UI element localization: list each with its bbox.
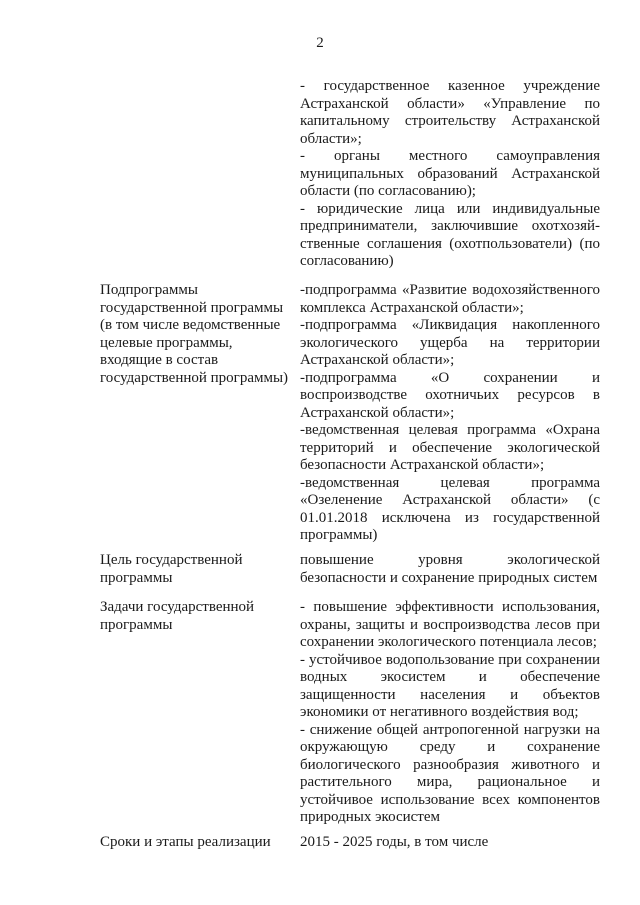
goal-text [300, 552, 600, 587]
label-line: входящие в состав [100, 352, 219, 368]
text-line: безопасности и сохранение природных систем [300, 569, 598, 586]
text-line: комплекса Астраханской области»; [300, 299, 524, 316]
text-line: охраны, защиты и воспроизводства лесов при [300, 616, 600, 633]
text-line: сохранении экологического потенциала лесов; [300, 634, 597, 650]
text-line: предприниматели, заключившие охотхозяй- [300, 218, 600, 234]
text-line: -подпрограмма «О сохранении и [300, 369, 600, 386]
tasks-label [100, 599, 296, 634]
text-line: «Озеленение Астраханской области» (с [300, 492, 600, 508]
text-line: защищенности населения и объектов [300, 686, 600, 703]
text-line: 01.01.2018 исключена из государственной [300, 509, 600, 526]
text-line: капитальному строительству Астраханской [300, 113, 600, 129]
text-line: воспроизводстве охотничьих ресурсов в [300, 387, 600, 403]
text-line: растительного мира, рациональное и [300, 774, 600, 790]
page-number: 2 [316, 35, 324, 51]
text-line: муниципальных образований Астраханской [300, 165, 600, 182]
text-line: - органы местного самоуправления [300, 148, 600, 164]
text-line: согласованию) [300, 253, 394, 269]
text-line: -подпрограмма «Развитие водохозяйственного [300, 282, 600, 298]
terms-label [100, 834, 296, 852]
terms-text [300, 834, 600, 852]
text-line: - снижение общей антропогенной нагрузки на [300, 721, 600, 738]
text-line: водных экосистем и обеспечение [300, 669, 600, 685]
text-line: - устойчивое водопользование при сохранении [300, 651, 600, 668]
text-line: экономики от негативного воздействия вод; [300, 704, 579, 720]
text-line: -ведомственная целевая программа [300, 474, 600, 491]
label-line: программы [100, 569, 173, 586]
text-line: программы) [300, 527, 378, 543]
text-line: ственные соглашения (охотпользователи) (по [300, 235, 600, 252]
text-line: -ведомственная целевая программа «Охрана [300, 422, 600, 438]
text-line: 2015 - 2025 годы, в том числе [300, 834, 489, 850]
text-line: повышение уровня экологической [300, 552, 600, 568]
text-line: области»; [300, 130, 362, 147]
label-line: (в том числе ведомственные [100, 317, 281, 333]
label-line: программы [100, 616, 173, 633]
label-line: Цель государственной [100, 552, 243, 568]
text-line: области (по согласованию); [300, 183, 476, 199]
text-line: безопасности Астраханской области»; [300, 457, 545, 473]
text-line: - государственное казенное учреждение [300, 78, 600, 94]
subprograms-text [300, 282, 600, 545]
label-line: государственной программы [100, 299, 284, 316]
text-line: окружающую среду и сохранение [300, 739, 600, 755]
responsible-executors-text [300, 78, 600, 271]
text-line: -подпрограмма «Ликвидация накопленного [300, 317, 600, 333]
text-line: Астраханской области»; [300, 352, 455, 368]
label-line: государственной программы) [100, 369, 289, 386]
text-line: Астраханской области»; [300, 404, 455, 421]
goal-label [100, 552, 296, 587]
tasks-text [300, 599, 600, 827]
label-line: Сроки и этапы реализации [100, 834, 271, 850]
text-line: - юридические лица или индивидуальные [300, 200, 600, 217]
text-line: территорий и обеспечение экологической [300, 439, 600, 456]
text-line: природных экосистем [300, 809, 440, 825]
text-line: биологического разнообразия животного и [300, 756, 600, 773]
text-line: - повышение эффективности использования, [300, 599, 600, 615]
label-line: Задачи государственной [100, 599, 255, 615]
label-line: целевые программы, [100, 334, 233, 351]
subprograms-label [100, 282, 296, 387]
text-line: экологического ущерба на территории [300, 334, 600, 351]
label-line: Подпрограммы [100, 282, 198, 298]
text-line: устойчивое использование всех компонентов [300, 791, 600, 808]
text-line: Астраханской области» «Управление по [300, 95, 600, 112]
